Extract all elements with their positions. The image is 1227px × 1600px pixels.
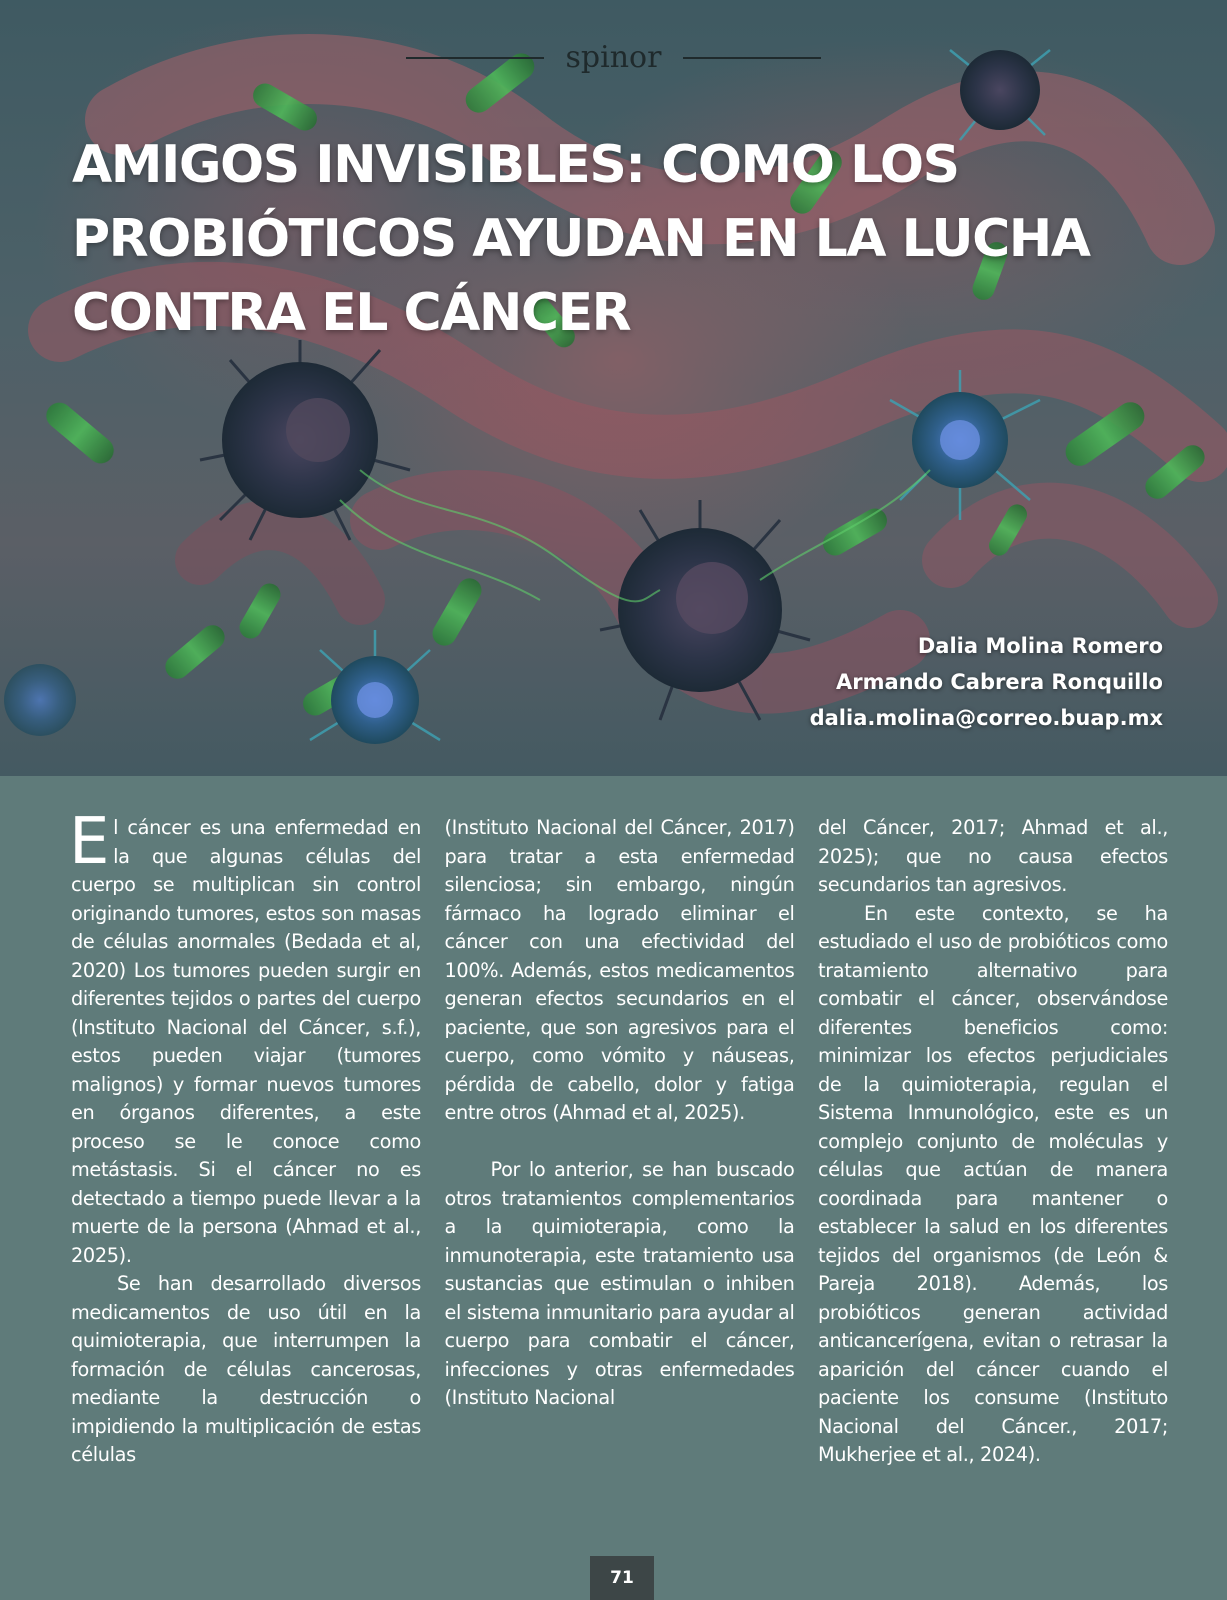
paragraph: (Instituto Nacional del Cáncer, 2017) para tratar a esta enfermedad silenciosa; sin embargo, ningún fármaco ha logrado eliminar el cáncer con una efectividad del 100%. Además, estos medicamentos generan efectos secundarios en el paciente, que son agresivos para el cuerpo, como vómito y náuseas, pérdida de cabello, dolor y fatiga entre otros (Ahmad et al, 2025). (444, 816, 795, 1124)
brand-name: spinor (565, 40, 662, 75)
text-column-1 (69, 805, 421, 1470)
paragraph: El cáncer es una enfermedad en la que algunas células del cuerpo se multiplican sin control originando tumores, estos son masas de células anormales (Bedada et al, 2020) Los tumores pueden surgir en diferentes tejidos o partes del cuerpo (Instituto Nacional del Cáncer, s.f.), estos pueden viajar (tumores malignos) y formar nuevos tumores en órganos diferentes, a este proceso se le conoce como metástasis. Si el cáncer no es detectado a tiempo puede llevar a la muerte de la persona (Ahmad et al., 2025). (69, 805, 421, 1267)
article-title: AMIGOS INVISIBLES: COMO LOS PROBIÓTICOS AYUDAN EN LA LUCHA CONTRA EL CÁNCER (72, 135, 1090, 343)
hero-banner (0, 0, 1227, 776)
drop-cap: E (69, 805, 110, 879)
article-body (69, 805, 1168, 1470)
author-name: Armando Cabrera Ronquillo (836, 670, 1163, 694)
text-column-2 (445, 814, 795, 1470)
author-email[interactable]: dalia.molina@correo.buap.mx (809, 706, 1163, 730)
paragraph: del Cáncer, 2017; Ahmad et al., 2025); que no causa efectos secundarios tan agresivos. (818, 816, 1168, 896)
brand-rule-right (683, 57, 821, 59)
brand-header (0, 40, 1227, 75)
text-column-3 (818, 814, 1168, 1470)
paragraph: Se han desarrollado diversos medicamentos de uso útil en la quimioterapia, que interrumpen la formación de células cancerosas, mediante la destrucción o impidiendo la multiplicación de estas células (71, 1272, 421, 1466)
paragraph: En este contexto, se ha estudiado el uso de probióticos como tratamiento alternativo para combatir el cáncer, observándose diferentes beneficios como: minimizar los efectos perjudiciales de la quimioterapia, regulan el Sistema Inmunológico, este es un complejo conjunto de moléculas y células que actúan de manera coordinada para mantener o establecer la salud en los diferentes tejidos del organismos (de León & Pareja 2018). Además, los probióticos generan actividad anticancerígena, evitan o retrasar la aparición del cáncer cuando el paciente los consume (Instituto Nacional del Cáncer., 2017; Mukherjee et al., 2024). (818, 901, 1168, 1466)
author-name: Dalia Molina Romero (917, 634, 1163, 658)
page-number: 71 (590, 1556, 654, 1600)
paragraph: Por lo anterior, se han buscado otros tratamientos complementarios a la quimioterapia, como la inmunoterapia, este tratamiento usa sustancias que estimulan o inhiben el sistema inmunitario para ayudar al cuerpo para combatir el cáncer, infecciones y otras enfermedades (Instituto Nacional (444, 1158, 795, 1409)
author-block (810, 628, 1163, 736)
brand-rule-left (406, 57, 544, 59)
